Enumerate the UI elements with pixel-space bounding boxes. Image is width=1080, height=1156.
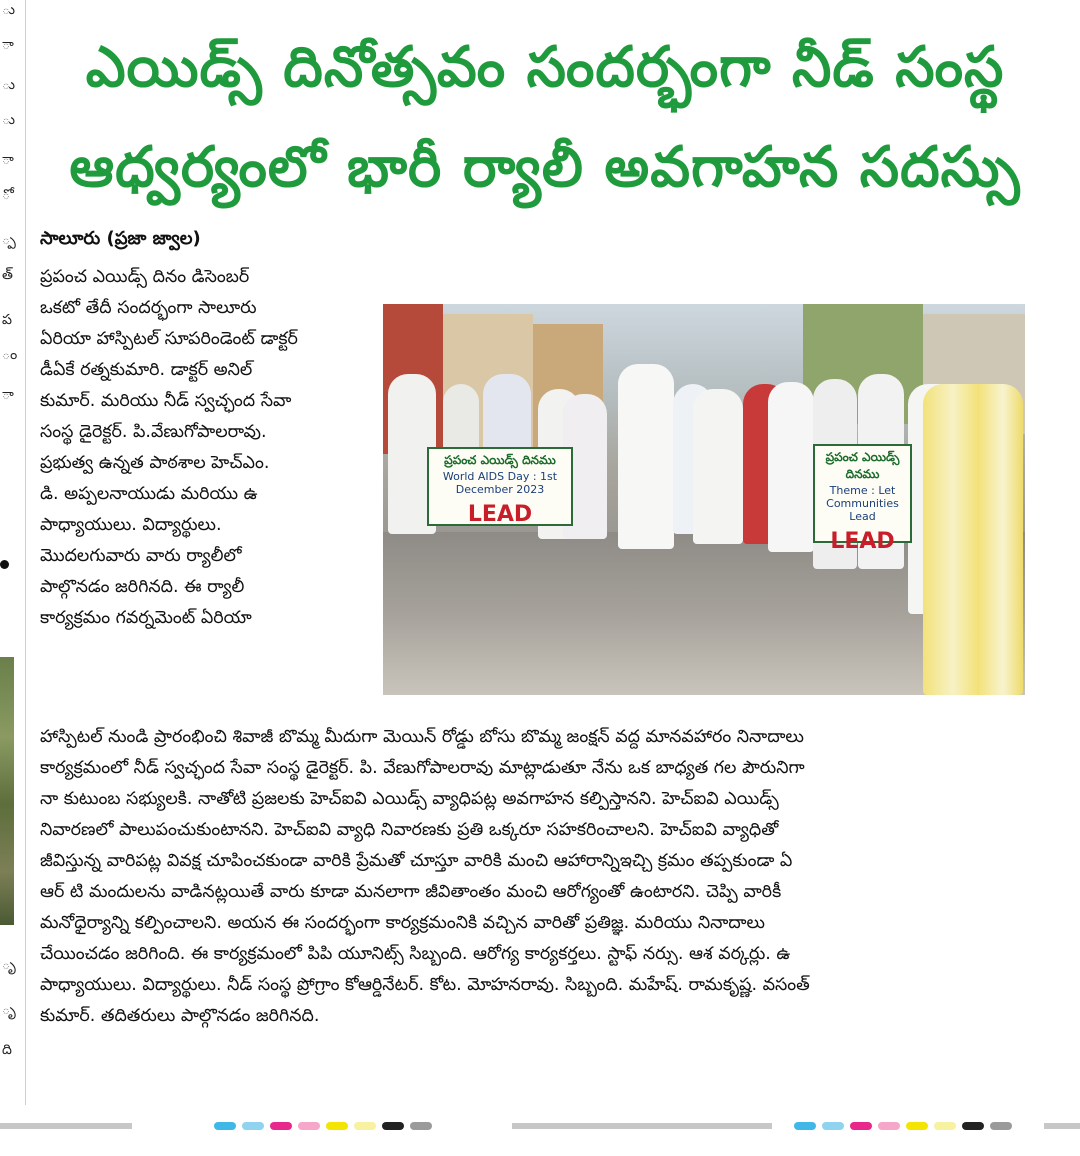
print-rule: [0, 1123, 132, 1129]
banner-right: ప్రపంచ ఎయిడ్స్ దినము Theme : Let Communities Lead LEAD: [813, 444, 912, 543]
column-divider: [25, 0, 26, 1105]
headline-line-1: ఎయిడ్స్ దినోత్సవం సందర్భంగా నీడ్ సంస్థ: [85, 35, 1005, 100]
article-line: పాధ్యాయులు. విద్యార్థులు. నీడ్ సంస్థ ప్రోగ్రాం కోఆర్డినేటర్. కోట. మోహనరావు. సిబ్బంది. మహేష్. రామకృష్ణ. వసంత్: [40, 975, 810, 995]
article-line: ఏరియా హాస్పిటల్ సూపరిండెంట్ డాక్టర్: [40, 329, 298, 349]
registration-dot: [214, 1122, 236, 1130]
print-rule: [1044, 1123, 1080, 1129]
article-line: హాస్పిటల్ నుండి ప్రారంభించి శివాజీ బొమ్మ మీదుగా మెయిన్ రోడ్డు బోసు బొమ్మ జంక్షన్ వద్ద మానవహారం నినాదాలు: [40, 727, 804, 747]
print-rule: [512, 1123, 772, 1129]
registration-dot: [410, 1122, 432, 1130]
registration-dot: [382, 1122, 404, 1130]
article-line: నా కుటుంబ సభ్యులకి. నాతోటి ప్రజలకు హెచ్ఐవి ఎయిడ్స్ వ్యాధిపట్ల అవగాహన కల్పిస్తానని. హెచ్ఐవి ఎయిడ్స్: [40, 789, 779, 809]
article-line: కార్యక్రమం గవర్నమెంట్ ఏరియా: [40, 608, 252, 628]
bullet-mark: [0, 560, 9, 569]
column-fragment-text: ు: [2, 77, 15, 93]
column-fragment-text: ప: [2, 312, 12, 328]
registration-dot: [878, 1122, 900, 1130]
column-fragment-text: ో: [2, 187, 11, 203]
previous-column-fragment: [0, 0, 22, 1156]
article-line: ప్రభుత్వ ఉన్నత పాఠశాల హెచ్ఎం.: [40, 453, 270, 473]
article-line: పాల్గొనడం జరిగినది. ఈ ర్యాలీ: [40, 577, 245, 597]
column-fragment-text: ా: [2, 387, 14, 403]
article-line: నివారణలో పాలుపంచుకుంటానని. హెచ్ఐవి వ్యాధి నివారణకు ప్రతి ఒక్కరూ సహకరించాలని. హెచ్ఐవి వ్యాధితో: [40, 820, 779, 840]
registration-dot: [326, 1122, 348, 1130]
registration-dot: [906, 1122, 928, 1130]
article-line: ప్రపంచ ఎయిడ్స్ దినం డిసెంబర్: [40, 267, 250, 287]
registration-dot: [298, 1122, 320, 1130]
column-fragment-text: ృ: [2, 1002, 16, 1018]
article-line: పాధ్యాయులు. విద్యార్థులు.: [40, 515, 222, 535]
adjacent-photo-fragment: [0, 657, 14, 925]
article-line: కార్యక్రమంలో నీడ్ స్వచ్ఛంద సేవా సంస్థ డైరెక్టర్. పి. వేణుగోపాలరావు మాట్లాడుతూ నేను ఒక బాధ్యత గల పౌరునిగా: [40, 758, 805, 778]
registration-dot: [850, 1122, 872, 1130]
article-line: చేయించడం జరిగింది. ఈ కార్యక్రమంలో పిపి యూనిట్స్ సిబ్బంది. ఆరోగ్య కార్యకర్తలు. స్టాఫ్ నర్సు. ఆశ వర్కర్లు. ఉ: [40, 944, 791, 964]
article-line: ఆర్ టి మందులను వాడినట్లయితే వారు కూడా మనలాగా జీవితాంతం మంచి ఆరోగ్యంతో ఉంటారని. చెప్పి వారికీ: [40, 882, 782, 902]
column-fragment-text: ది: [2, 1042, 12, 1058]
registration-dot: [934, 1122, 956, 1130]
article-line: డి. అప్పలనాయుడు మరియు ఉ: [40, 484, 258, 504]
column-fragment-text: ు: [2, 112, 15, 128]
column-fragment-text: ్ప: [2, 232, 16, 248]
article-line: జీవిస్తున్న వారిపట్ల వివక్ష చూపించకుండా వారికి ప్రేమతో చూస్తూ వారికి మంచి ఆహారాన్నిఇచ్చి క్రమం తప్పకుండా ఏ: [40, 851, 793, 871]
column-fragment-text: ా: [2, 37, 14, 53]
article-line: మనోధైర్యాన్ని కల్పించాలని. అయన ఈ సందర్భంగా కార్యక్రమంనికి వచ్చిన వారితో ప్రతిజ్ఞ. మరియు నినాదాలు: [40, 913, 765, 933]
article-line: డీఏకే రత్నకుమారి. డాక్టర్ అనిల్: [40, 360, 253, 380]
registration-dot: [270, 1122, 292, 1130]
dateline: సాలూరు (ప్రజా జ్వాల): [40, 228, 201, 249]
article-line: మొదలగువారు వారు ర్యాలీలో: [40, 546, 242, 566]
rally-photo: [383, 304, 1025, 695]
headline-line-2: ఆధ్వర్యంలో భారీ ర్యాలీ అవగాహన సదస్సు: [69, 135, 1021, 200]
banner-left: ప్రపంచ ఎయిడ్స్ దినము World AIDS Day : 1st December 2023 LEAD: [427, 447, 573, 526]
article-full-width: [40, 722, 1030, 1032]
article-line: ఒకటో తేదీ సందర్భంగా సాలూరు: [40, 298, 257, 318]
column-fragment-text: ృ: [2, 957, 16, 973]
registration-dot: [990, 1122, 1012, 1130]
article-left-column: [40, 262, 350, 634]
registration-dot: [794, 1122, 816, 1130]
column-fragment-text: ు: [2, 2, 15, 18]
article-line: సంస్థ డైరెక్టర్. పి.వేణుగోపాలరావు.: [40, 422, 267, 442]
registration-dot: [962, 1122, 984, 1130]
registration-dot: [242, 1122, 264, 1130]
column-fragment-text: ం: [2, 347, 18, 363]
registration-dot: [354, 1122, 376, 1130]
article-line: కుమార్. తదితరులు పాల్గొనడం జరిగినది.: [40, 1006, 320, 1026]
column-fragment-text: ా: [2, 152, 14, 168]
registration-dot: [822, 1122, 844, 1130]
column-fragment-text: త్: [2, 267, 13, 283]
article-line: కుమార్. మరియు నీడ్ స్వచ్ఛంద సేవా: [40, 391, 292, 411]
